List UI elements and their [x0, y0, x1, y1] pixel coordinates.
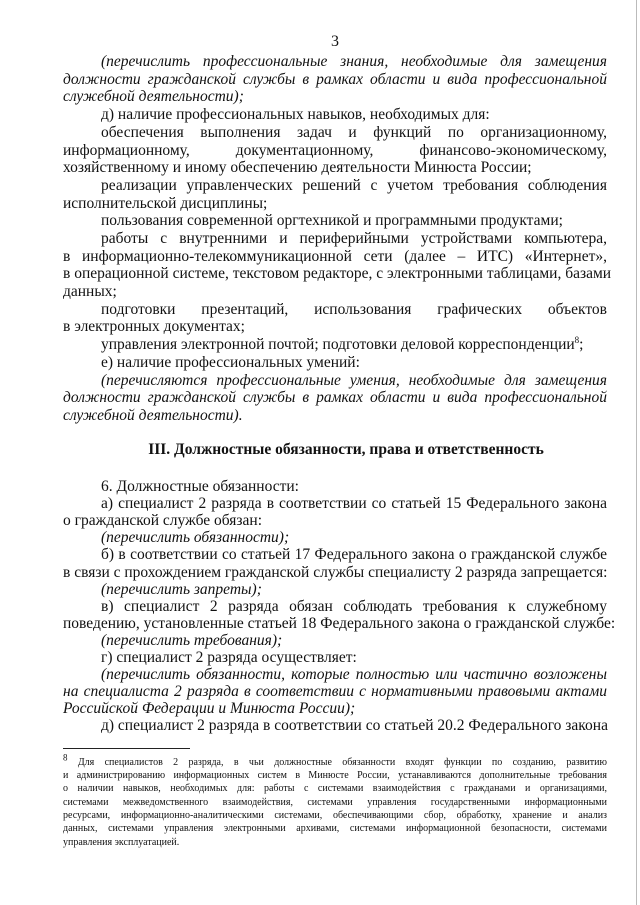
footnote-marker: 8: [63, 752, 68, 763]
text-line: (перечислить обязанности);: [101, 529, 290, 546]
text-line-tail: ;: [579, 336, 584, 353]
text-line: данных;: [63, 283, 117, 300]
text-line: подготовки презентаций, использования графических объектов: [101, 301, 607, 318]
text-line: г) специалист 2 разряда осуществляет:: [101, 649, 357, 666]
text-line: д) наличие профессиональных навыков, необходимых для:: [101, 106, 490, 123]
text-line: хозяйственному и иному обеспечению деятельности Минюста России;: [63, 159, 532, 176]
text-line: обеспечения выполнения задач и функций по организационному,: [101, 124, 607, 141]
text-line: служебной деятельности);: [63, 88, 244, 105]
text-line: в связи с прохождением гражданской службы специалисту 2 разряда запрещается:: [63, 564, 608, 581]
text-line: [63, 336, 607, 354]
text-line: в информационно-телекоммуникационной сети (далее – ИТС) «Интернет»,: [63, 248, 607, 265]
text-line: исполнительской дисциплины;: [63, 195, 268, 212]
text-line: должности гражданской службы в рамках области и вида профессиональной: [63, 389, 607, 406]
footnote-line: ресурсами, информационно-аналитическими системами, обеспечивающими сбор, обработку, хранение и анализ: [63, 810, 607, 821]
text-line: е) наличие профессиональных умений:: [101, 354, 360, 371]
text-line: 6. Должностные обязанности:: [101, 478, 299, 495]
text-line: служебной деятельности).: [63, 407, 243, 424]
page-number: 3: [331, 33, 339, 50]
text-line: (перечислить обязанности, которые полностью или частично возложены: [101, 666, 607, 683]
footnote-text: Для специалистов 2 разряда, в чьи должностные обязанности входят функции по созданию, развитию: [67, 757, 607, 768]
text-line: пользования современной оргтехникой и программными продуктами;: [101, 212, 563, 229]
text-line: должности гражданской службы в рамках области и вида профессиональной: [63, 71, 607, 88]
section-heading: III. Должностные обязанности, права и ответственность: [148, 441, 544, 458]
footnote-separator: [63, 748, 190, 749]
page-edge: [636, 0, 637, 905]
footnote-line: системами межведомственного взаимодействия, системами управления государственными информационными: [63, 797, 607, 808]
text-line: Российской Федерации и Минюста России);: [63, 700, 356, 717]
text-line: д) специалист 2 разряда в соответствии со статьей 20.2 Федерального закона: [101, 717, 608, 734]
footnote-reference[interactable]: 8: [574, 334, 580, 345]
footnote-line: данных, системами управления электронными архивами, системами информационной безопасности, системами: [63, 823, 607, 834]
text-line: а) специалист 2 разряда в соответствии со статьей 15 Федерального закона: [101, 495, 607, 512]
footnote-line: о наличии навыков, необходимых для: работы с системами взаимодействия с гражданами и организациями,: [63, 783, 607, 794]
footnote-line: [63, 752, 607, 769]
text-line: поведению, установленные статьей 18 Федерального закона о гражданской службе:: [63, 615, 616, 632]
text-line: (перечислить требования);: [101, 632, 283, 649]
text-line: реализации управленческих решений с учетом требования соблюдения: [101, 177, 607, 194]
text-line: в) специалист 2 разряда обязан соблюдать требования к служебному: [101, 598, 607, 615]
footnote-line: управления эксплуатацией.: [63, 837, 180, 848]
text-line: б) в соответствии со статьей 17 Федерального закона о гражданской службе: [101, 546, 607, 563]
footnote-line: и администрированию информационных систем в Минюсте России, устанавливаются дополнительные требования: [63, 770, 607, 781]
text-line: информационному, документационному, финансово-экономическому,: [63, 142, 607, 159]
text-line: (перечислить запреты);: [101, 581, 262, 598]
text-line: на специалиста 2 разряда в соответствии с нормативными правовыми актами: [63, 683, 607, 700]
text-line: в операционной системе, текстовом редакторе, с электронными таблицами, базами: [63, 265, 612, 282]
text-line: (перечисляются профессиональные умения, необходимые для замещения: [101, 372, 607, 389]
text-line: о гражданской службе обязан:: [63, 512, 263, 529]
text-line-body: управления электронной почтой; подготовки деловой корреспонденции: [101, 336, 575, 353]
text-line: (перечислить профессиональные знания, необходимые для замещения: [101, 53, 607, 70]
text-line: работы с внутренними и периферийными устройствами компьютера,: [101, 230, 607, 247]
text-line: в электронных документах;: [63, 318, 245, 335]
